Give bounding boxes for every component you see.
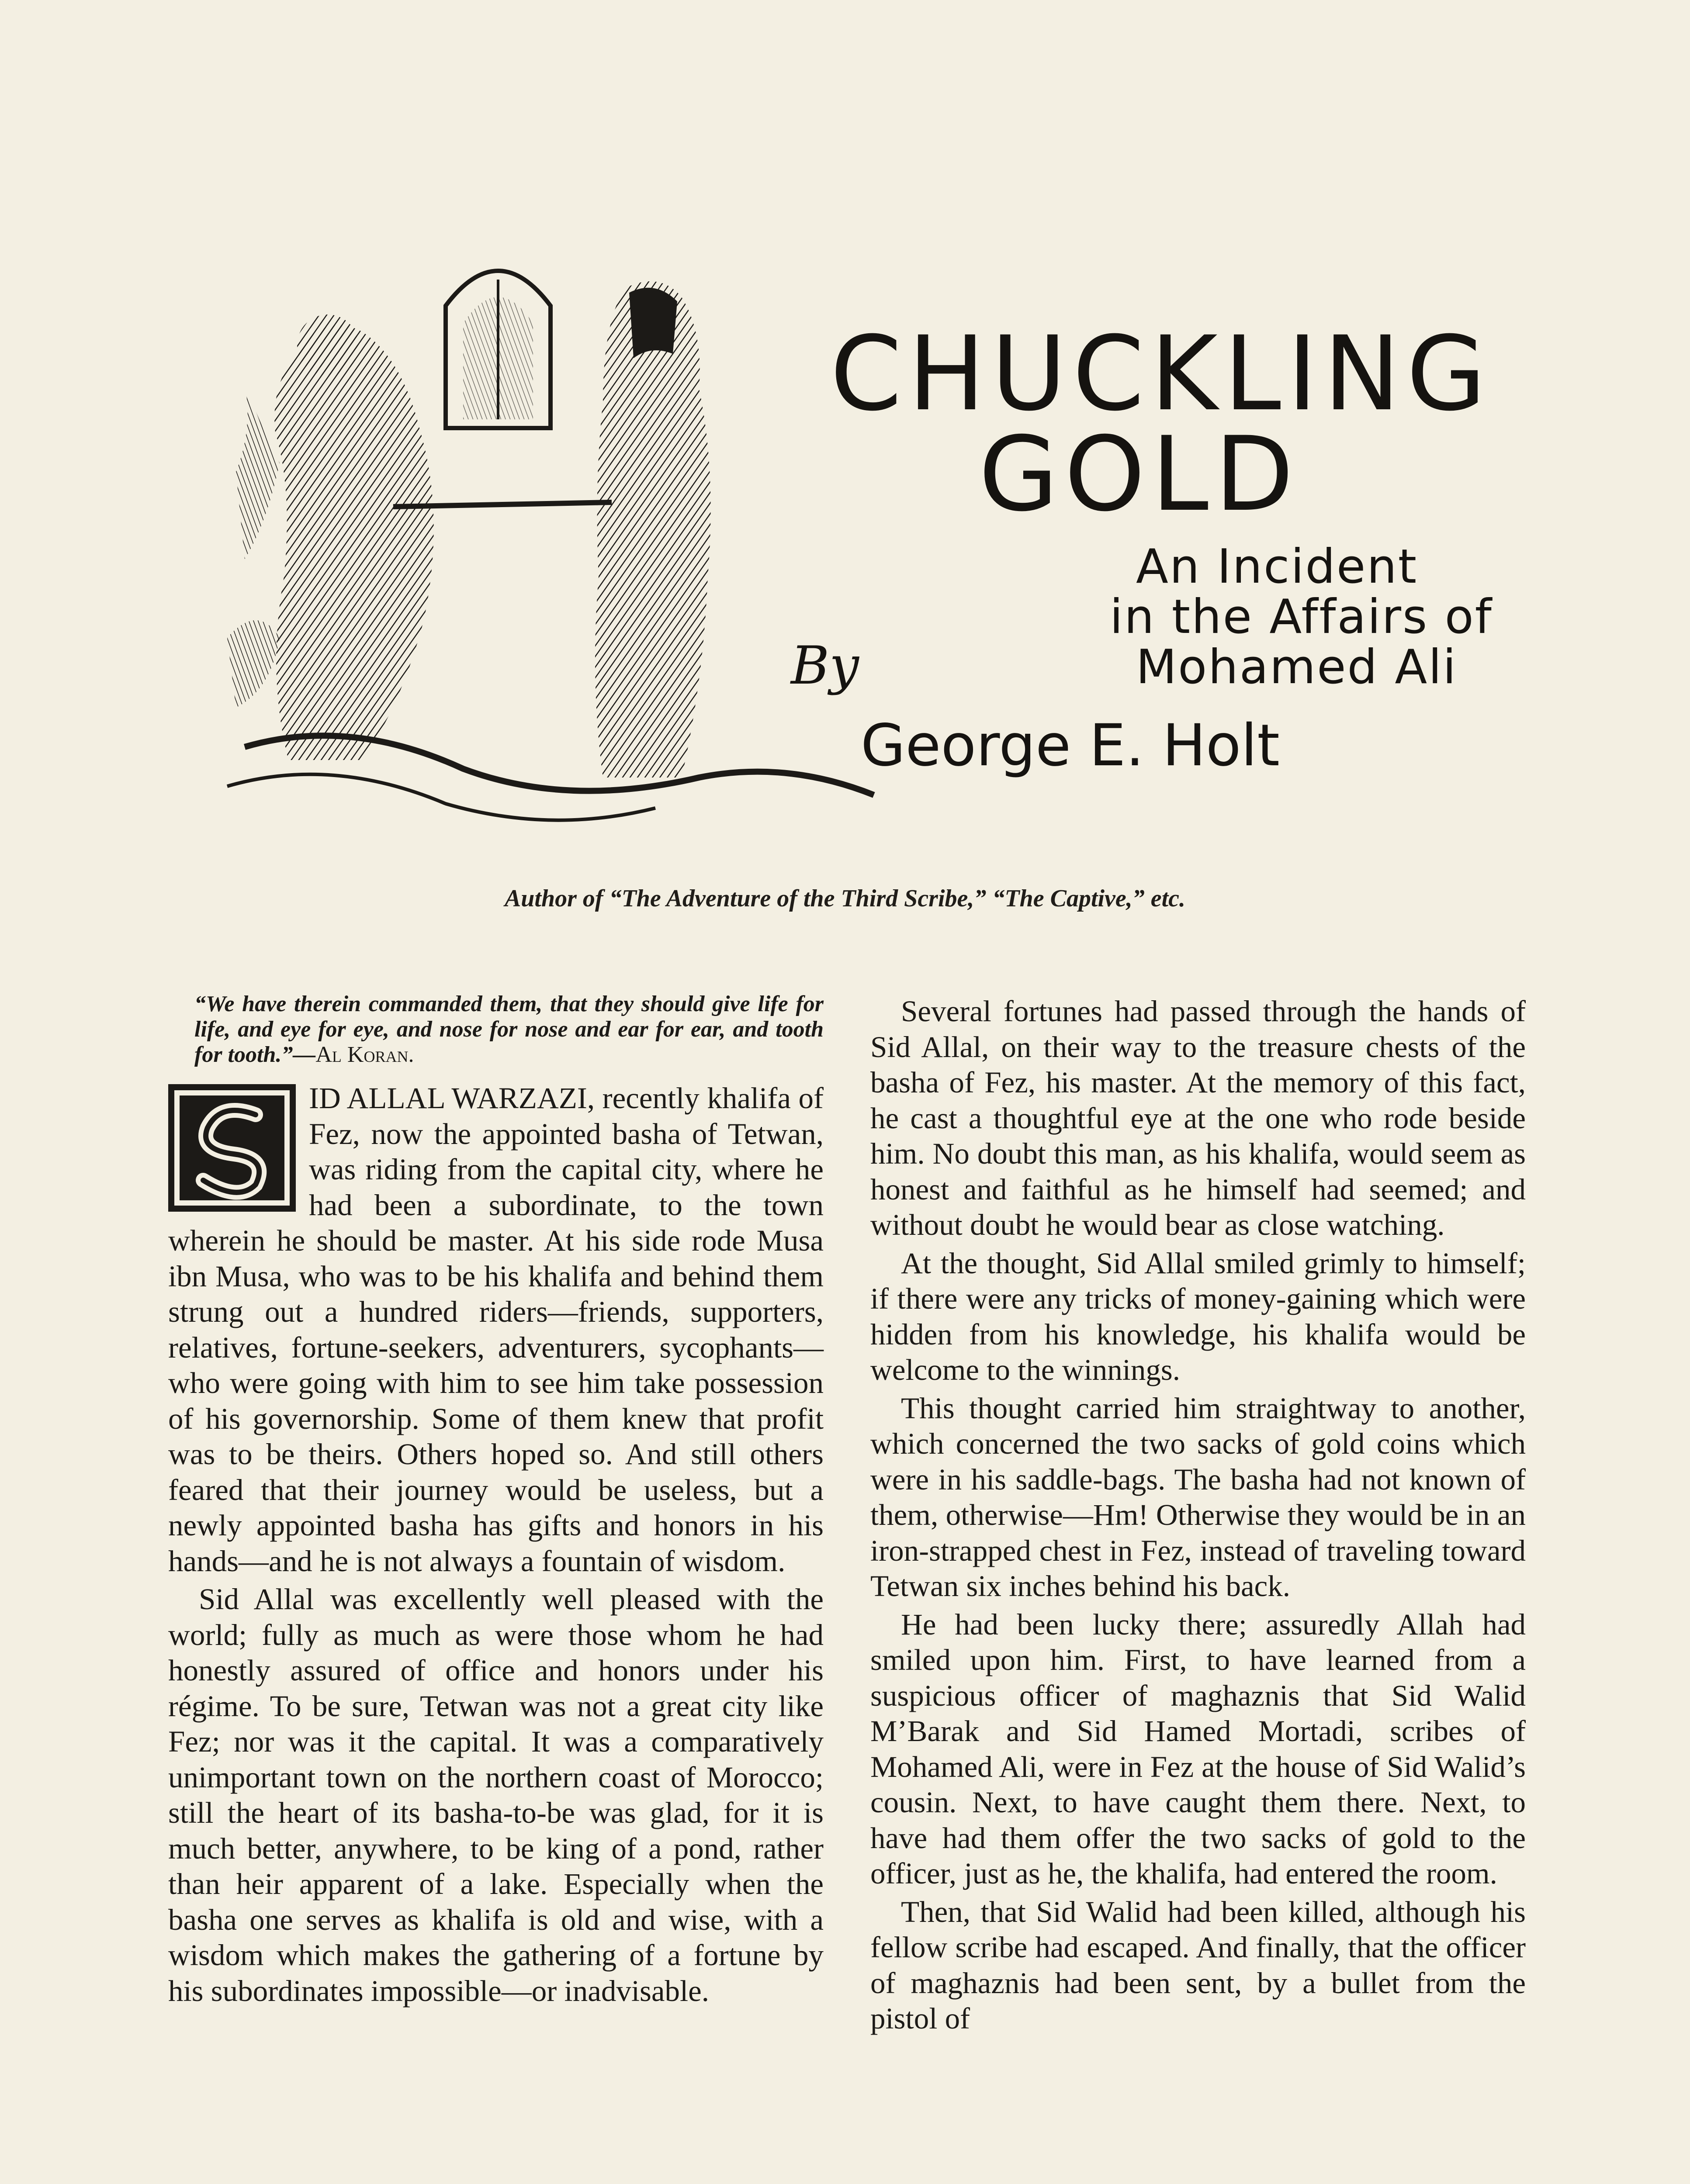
right-paragraph-1: Several fortunes had passed through the hands of Sid Allal, on their way to the treasure chests of the basha of Fez, his master. At the memory of this fact, he cast a thoughtful eye at the one who rode beside him. No doubt this man, as his khalifa, would seem as honest and faithful as he himself had seemed; and without doubt he would bear as close watching. [870,995,1526,1241]
epigraph [168,992,824,1068]
subtitle-line-1: An Incident [1136,539,1418,594]
author-note: Author of “The Adventure of the Third Scribe,” “The Captive,” etc. [504,885,1186,912]
title-line-2: GOLD [979,415,1300,534]
epigraph-text: “We have therein commanded them, that they should give life for life, and eye for eye, and nose for nose and ear for ear, and tooth for tooth.”— [194,992,824,1067]
opening-paragraph [168,1081,824,1579]
right-figure [595,281,711,778]
byline-by: By [791,636,859,696]
right-paragraph-2: At the thought, Sid Allal smiled grimly to himself; if there were any tricks of money-gaining which were hidden from his knowledge, his khalifa would be welcome to the winnings. [870,1246,1526,1386]
title-line-1: CHUCKLING [830,314,1493,434]
right-paragraph-3: This thought carried him straightway to another, which concerned the two sacks of gold coins which were in his saddle-bags. The basha had not known of them, otherwise—Hm! Otherwise they would be in an iron-strapped chest in Fez, instead of traveling toward Tetwan six inches behind his back. [870,1391,1526,1603]
header-illustration [218,245,900,839]
subtitle-line-3: Mohamed Ali [1136,640,1458,695]
drop-cap-s-icon [168,1084,296,1212]
epigraph-source: Al Koran. [315,1042,414,1067]
left-column [168,992,824,2009]
right-column [870,994,1526,2037]
opening-text: ID ALLAL WARZAZI, recently khalifa of Fez, now the appointed basha of Tetwan, was riding from the capital city, where he had been a subordinate, to the town wherein he should be master. At his side rode Musa ibn Musa, who was to be his khalifa and behind them strung out a hundred riders—friends, supporters, relatives, fortune-seekers, adventurers, sycophants—who were going with him to see him take possession of his governorship. Some of them knew that profit was to be theirs. Others hoped so. And still others feared that their journey would be useless, but a newly appointed basha has gifts and honors in his hands—and he is not always a fountain of wisdom. [168,1082,824,1578]
subtitle-line-2: in the Affairs of [1110,590,1493,644]
byline-author: George E. Holt [861,712,1280,779]
left-paragraph-2: Sid Allal was excellently well pleased with the world; fully as much as were those whom he had honestly assured of office and honors under his régime. To be sure, Tetwan was not a great city like Fez; nor was it the capital. It was a comparatively unimportant town on the northern coast of Morocco; still the heart of its basha-to-be was glad, for it is much better, anywhere, to be king of a pond, rather than heir apparent of a lake. Especially when the basha one serves as khalifa is old and wise, with a wisdom which makes the gathering of a fortune by his subordinates impossible—or inadvisable. [168,1583,824,2008]
right-paragraph-5: Then, that Sid Walid had been killed, although his fellow scribe had escaped. And finally, that the officer of maghaznis had been sent, by a bullet from the pistol of [870,1895,1526,2035]
left-figure [274,325,433,760]
right-paragraph-4: He had been lucky there; assuredly Allah had smiled upon him. First, to have learned from a suspicious officer of maghaznis that Sid Walid M’Barak and Sid Hamed Mortadi, scribes of Mohamed Ali, were in Fez at the house of Sid Walid’s cousin. Next, to have caught them there. Next, to have had them offer the two sacks of gold to the officer, just as he, the khalifa, had entered the room. [870,1607,1526,1890]
